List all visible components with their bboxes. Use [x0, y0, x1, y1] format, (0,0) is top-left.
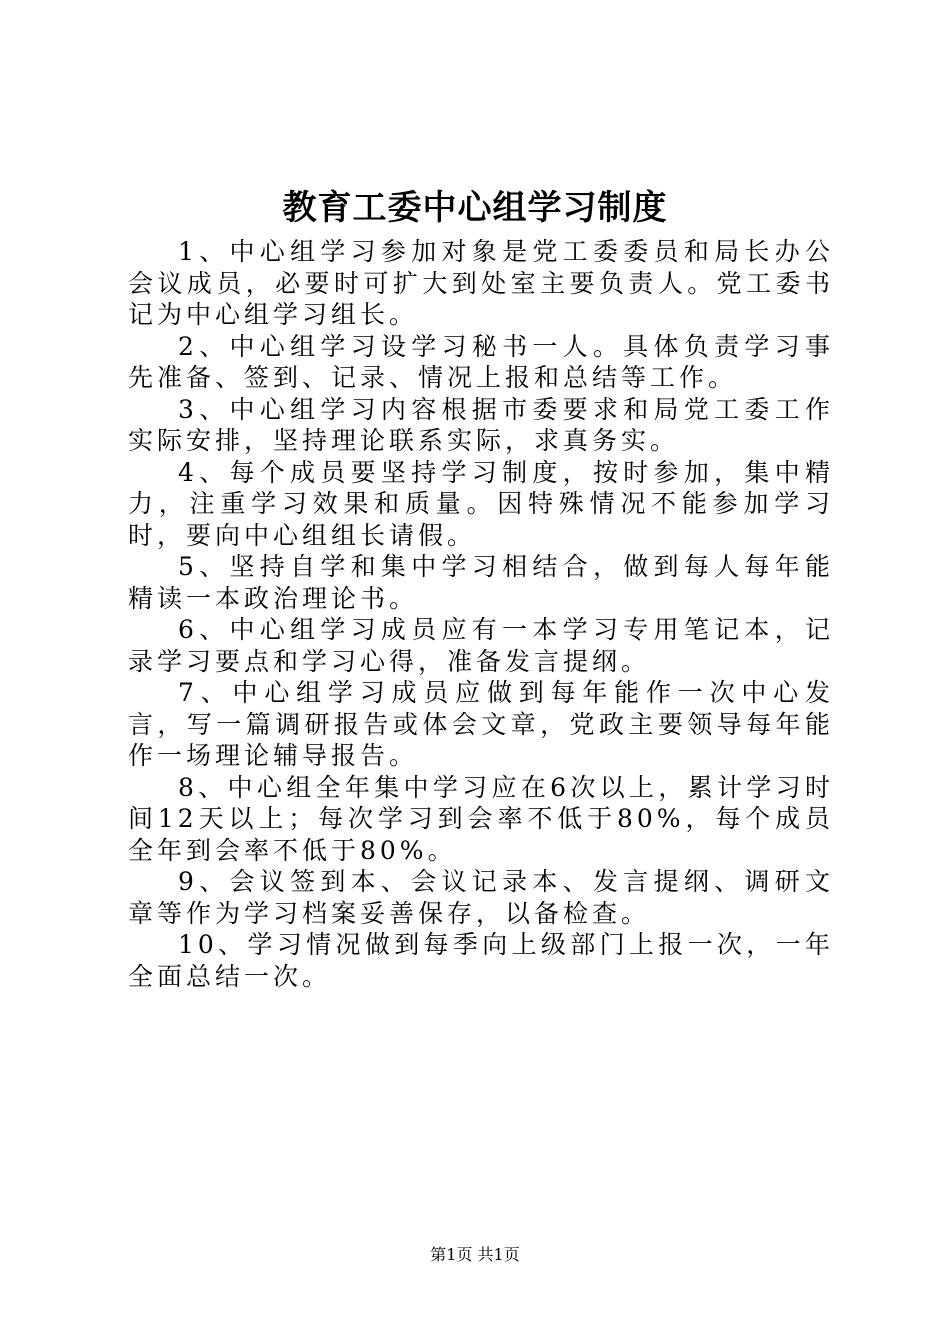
- paragraph-10: 10、学习情况做到每季向上级部门上报一次，一年全面总结一次。: [128, 930, 834, 991]
- document-title: 教育工委中心组学习制度: [282, 188, 668, 228]
- paragraph-6: 6、中心组学习成员应有一本学习专用笔记本，记录学习要点和学习心得，准备发言提纲。: [128, 615, 834, 676]
- paragraph-2: 2、中心组学习设学习秘书一人。具体负责学习事先准备、签到、记录、情况上报和总结等工作。: [128, 331, 834, 392]
- paragraph-5: 5、坚持自学和集中学习相结合，做到每人每年能精读一本政治理论书。: [128, 552, 834, 613]
- paragraph-8: 8、中心组全年集中学习应在6次以上，累计学习时间12天以上；每次学习到会率不低于80%，每个成员全年到会率不低于80%。: [128, 772, 834, 865]
- paragraph-7: 7、中心组学习成员应做到每年能作一次中心发言，写一篇调研报告或体会文章，党政主要领导每年能作一场理论辅导报告。: [128, 678, 834, 770]
- paragraph-4: 4、每个成员要坚持学习制度，按时参加，集中精力，注重学习效果和质量。因特殊情况不能参加学习时，要向中心组组长请假。: [128, 457, 834, 550]
- paragraph-3: 3、中心组学习内容根据市委要求和局党工委工作实际安排，坚持理论联系实际，求真务实。: [128, 394, 834, 455]
- paragraph-1: 1、中心组学习参加对象是党工委委员和局长办公会议成员，必要时可扩大到处室主要负责人。党工委书记为中心组学习组长。: [128, 237, 834, 329]
- page-footer: 第1页 共1页: [430, 1245, 520, 1264]
- paragraph-9: 9、会议签到本、会议记录本、发言提纲、调研文章等作为学习档案妥善保存，以备检查。: [128, 867, 834, 928]
- document-body: [128, 236, 834, 992]
